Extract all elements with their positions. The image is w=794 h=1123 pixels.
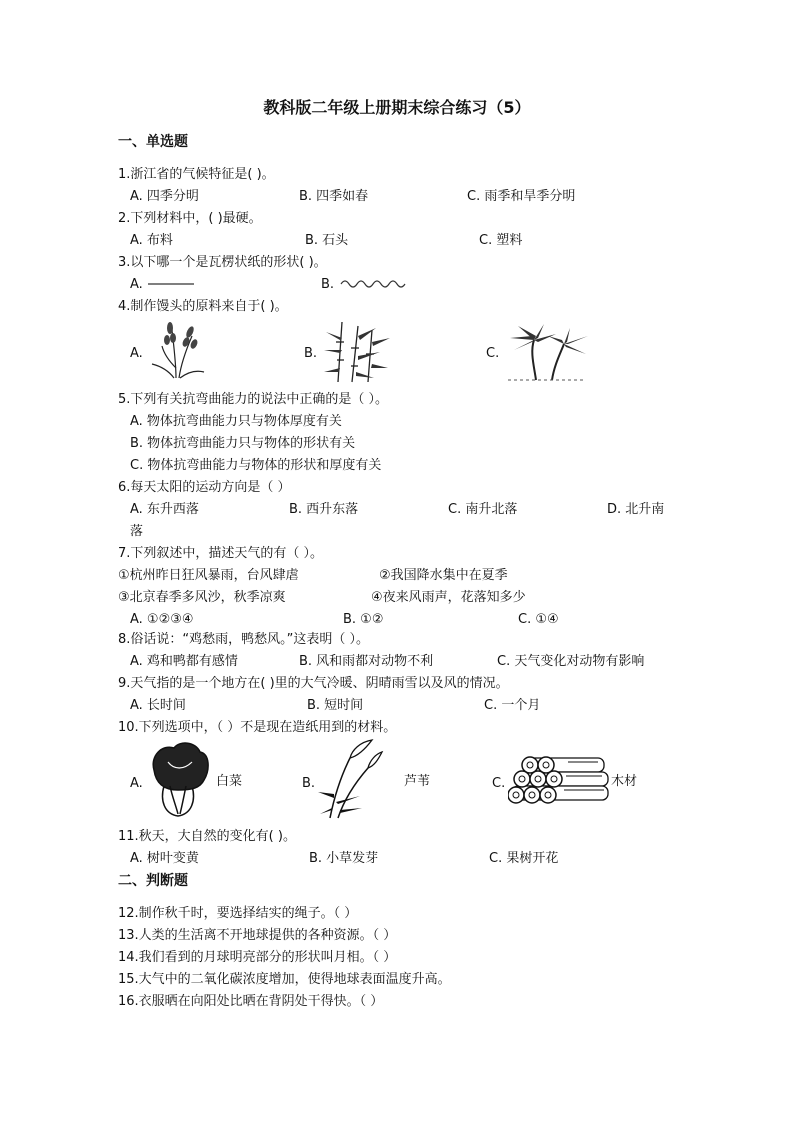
cabbage-icon	[148, 740, 212, 818]
question-10-option-a-label: 白菜	[216, 774, 243, 789]
page-title: 教科版二年级上册期末综合练习（5）	[263, 98, 531, 117]
question-5-option-a: A. 物体抗弯曲能力只与物体厚度有关	[130, 414, 342, 429]
question-9-option-a: A. 长时间	[130, 698, 186, 713]
question-4-stem: 4.制作馒头的原料来自于( )。	[118, 299, 288, 314]
question-4-option-a: A.	[130, 346, 143, 361]
question-2-option-b: B. 石头	[305, 233, 349, 248]
question-6-option-b: B. 西升东落	[289, 502, 359, 517]
true-false-item-12: 12.制作秋千时，要选择结实的绳子。（ ）	[118, 906, 358, 921]
question-10-option-b-label: 芦苇	[404, 774, 431, 789]
question-10-option-c-label: 木材	[611, 774, 638, 789]
flat-line-shape	[147, 280, 195, 288]
question-7-option-a: A. ①②③④	[130, 612, 194, 627]
question-6-option-c: C. 南升北落	[448, 502, 518, 517]
question-3-stem: 3.以下哪一个是瓦楞状纸的形状( )。	[118, 255, 327, 270]
question-9-stem: 9.天气指的是一个地方在( )里的大气冷暖、阴晴雨雪以及风的情况。	[118, 676, 509, 691]
section-heading-single-choice: 一、单选题	[118, 134, 188, 150]
log-pile-icon	[508, 752, 612, 810]
question-8-option-b: B. 风和雨都对动物不利	[299, 654, 434, 669]
wheat-icon	[146, 318, 212, 380]
question-7-option-c: C. ①④	[518, 612, 559, 627]
question-7-statement-3: ③北京春季多风沙，秋季凉爽	[118, 590, 286, 605]
question-1-option-b: B. 四季如春	[299, 189, 369, 204]
true-false-item-13: 13.人类的生活离不开地球提供的各种资源。（ ）	[118, 928, 397, 943]
true-false-item-14: 14.我们看到的月球明亮部分的形状叫月相。（ ）	[118, 950, 397, 965]
true-false-item-16: 16.衣服晒在向阳处比晒在背阴处干得快。（ ）	[118, 994, 384, 1009]
question-8-option-a: A. 鸡和鸭都有感情	[130, 654, 238, 669]
question-4-option-c: C.	[486, 346, 500, 361]
question-11-option-a: A. 树叶变黄	[130, 851, 199, 866]
question-2-option-c: C. 塑料	[479, 233, 523, 248]
question-6-option-d-continued: 落	[130, 524, 144, 539]
question-5-option-c: C. 物体抗弯曲能力与物体的形状和厚度有关	[130, 458, 382, 473]
question-2-stem: 2.下列材料中，( )最硬。	[118, 211, 262, 226]
question-10-option-c: C.	[492, 776, 506, 791]
question-2-option-a: A. 布料	[130, 233, 173, 248]
question-1-option-c: C. 雨季和旱季分明	[467, 189, 576, 204]
question-6-stem: 6.每天太阳的运动方向是（ ）	[118, 480, 291, 495]
question-7-statement-1: ①杭州昨日狂风暴雨，台风肆虐	[118, 568, 299, 583]
question-7-stem: 7.下列叙述中，描述天气的有（ ）。	[118, 546, 324, 561]
question-5-stem: 5.下列有关抗弯曲能力的说法中正确的是（ ）。	[118, 392, 389, 407]
bamboo-icon	[318, 320, 394, 384]
wavy-corrugated-shape	[339, 276, 407, 288]
question-11-option-c: C. 果树开花	[489, 851, 559, 866]
question-6-option-a: A. 东升西落	[130, 502, 199, 517]
question-10-option-b: B.	[302, 776, 316, 791]
palm-tree-icon	[504, 322, 590, 382]
question-1-option-a: A. 四季分明	[130, 189, 199, 204]
question-9-option-c: C. 一个月	[484, 698, 541, 713]
question-3-option-b: B.	[321, 277, 335, 292]
question-6-option-d: D. 北升南	[607, 502, 665, 517]
question-7-option-b: B. ①②	[343, 612, 384, 627]
question-7-statement-4: ④夜来风雨声，花落知多少	[371, 590, 526, 605]
true-false-item-15: 15.大气中的二氧化碳浓度增加，使得地球表面温度升高。	[118, 972, 451, 987]
question-3-option-a: A.	[130, 277, 143, 292]
question-11-option-b: B. 小草发芽	[309, 851, 379, 866]
question-5-option-b: B. 物体抗弯曲能力只与物体的形状有关	[130, 436, 356, 451]
question-10-stem: 10.下列选项中，（ ）不是现在造纸用到的材料。	[118, 720, 397, 735]
question-8-option-c: C. 天气变化对动物有影响	[497, 654, 645, 669]
question-1-stem: 1.浙江省的气候特征是( )。	[118, 167, 275, 182]
section-heading-true-false: 二、判断题	[118, 873, 188, 889]
question-8-stem: 8.俗话说：“鸡愁雨，鸭愁风。”这表明（ ）。	[118, 632, 370, 647]
question-10-option-a: A.	[130, 776, 143, 791]
question-4-option-b: B.	[304, 346, 318, 361]
question-7-statement-2: ②我国降水集中在夏季	[379, 568, 508, 583]
reed-icon	[316, 738, 384, 820]
question-11-stem: 11.秋天，大自然的变化有( )。	[118, 829, 296, 844]
question-9-option-b: B. 短时间	[307, 698, 364, 713]
